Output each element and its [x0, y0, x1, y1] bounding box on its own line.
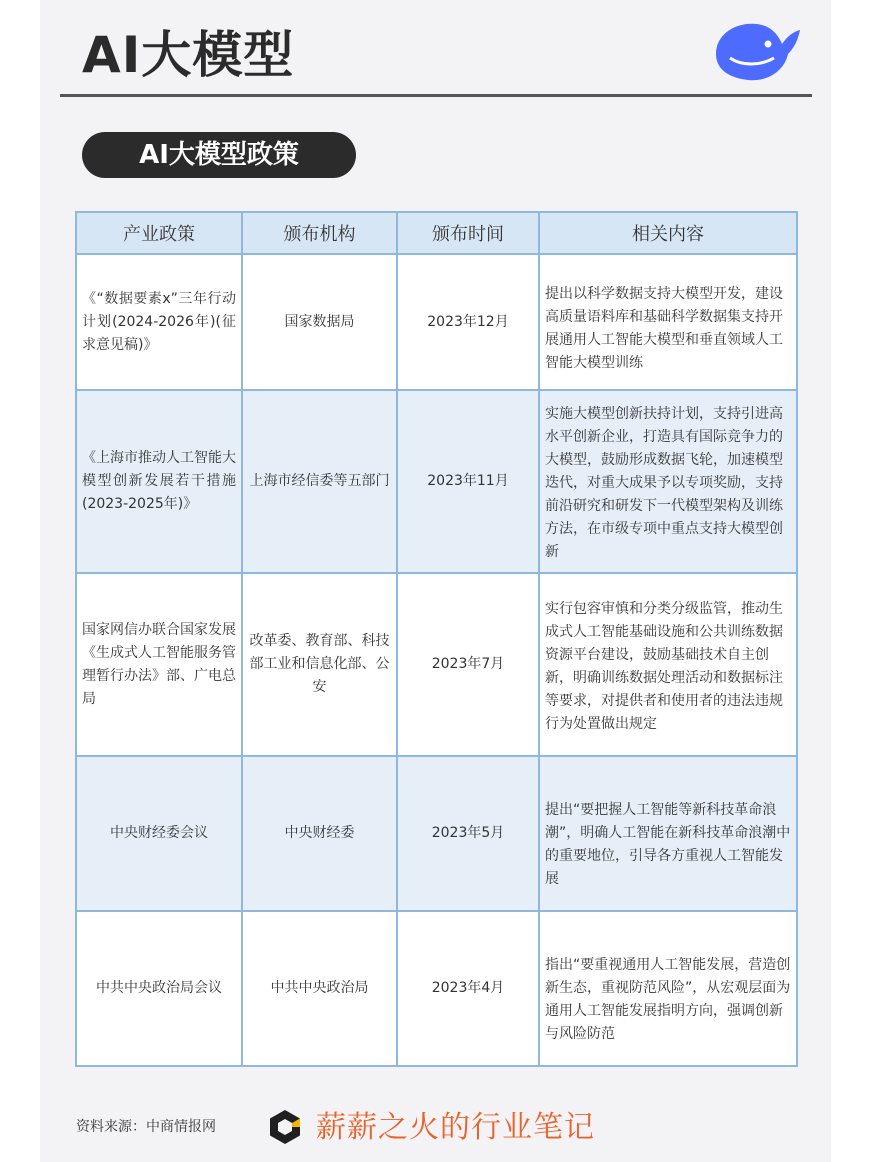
issuer-cell: 中央财经委: [242, 756, 397, 911]
date-cell: 2023年12月: [397, 254, 539, 390]
whale-icon: [708, 14, 808, 86]
date-cell: 2023年11月: [397, 390, 539, 573]
content-cell: [539, 756, 797, 911]
table-row: [76, 254, 797, 390]
table-row: [76, 756, 797, 911]
hexagon-logo-icon: [267, 1108, 303, 1146]
policy-cell: 国家网信办联合国家发展《生成式人工智能服务管理暂行办法》部、广电总局: [76, 573, 242, 756]
policy-cell: 中央财经委会议: [76, 756, 242, 911]
content-text: 实施大模型创新扶持计划，支持引进高水平创新企业，打造具有国际竞争力的大模型，鼓励形成数据飞轮，加速模型迭代，对重大成果予以专项奖励，支持前沿研究和研发下一代模型架构及训练方法，在市级专项中重点支持大模型创新: [545, 406, 783, 560]
issuer-cell: 上海市经信委等五部门: [242, 390, 397, 573]
content-text: 提出以科学数据支持大模型开发，建设高质量语料库和基础科学数据集支持开展通用人工智能大模型和垂直领域人工智能大模型训练: [545, 286, 783, 371]
issuer-cell: 国家数据局: [242, 254, 397, 390]
date-cell: 2023年4月: [397, 911, 539, 1066]
content-text: 实行包容审慎和分类分级监管，推动生成式人工智能基础设施和公共训练数据资源平台建设，鼓励基础技术自主创新，明确训练数据处理活动和数据标注等要求，对提供者和使用者的违法违规行为处置做出规定: [545, 600, 783, 732]
content-cell: [539, 254, 797, 390]
section-title: AI大模型政策: [82, 132, 356, 178]
policy-cell: 中共中央政治局会议: [76, 911, 242, 1066]
column-header-date: 颁布时间: [397, 212, 539, 254]
content-cell: [539, 911, 797, 1066]
data-source-note: 资料来源：中商情报网: [76, 1119, 216, 1135]
issuer-cell: 中共中央政治局: [242, 911, 397, 1066]
brand-name: 薪薪之火的行业笔记: [316, 1110, 595, 1145]
column-header-policy: 产业政策: [76, 212, 242, 254]
table-header-row: [76, 212, 797, 254]
column-header-issuer: 颁布机构: [242, 212, 397, 254]
content-text: 指出“要重视通用人工智能发展，营造创新生态，重视防范风险”，从宏观层面为通用人工智能发展指明方向，强调创新与风险防范: [545, 956, 791, 1042]
content-text: 提出“要把握人工智能等新科技革命浪潮”，明确人工智能在新科技革命浪潮中的重要地位，引导各方重视人工智能发展: [545, 801, 791, 887]
policy-table: [75, 211, 798, 1067]
content-cell: [539, 390, 797, 573]
table-row: [76, 911, 797, 1066]
date-cell: 2023年7月: [397, 573, 539, 756]
page-title: AI大模型: [82, 26, 295, 84]
table-row: [76, 390, 797, 573]
issuer-cell: 改革委、教育部、科技部工业和信息化部、公安: [242, 573, 397, 756]
table-row: [76, 573, 797, 756]
content-cell: [539, 573, 797, 756]
column-header-content: 相关内容: [539, 212, 797, 254]
policy-cell: 《上海市推动人工智能大模型创新发展若干措施(2023-2025年)》: [76, 390, 242, 573]
title-divider: [60, 94, 812, 97]
date-cell: 2023年5月: [397, 756, 539, 911]
policy-cell: 《“数据要素x”三年行动计划(2024-2026年)(征求意见稿)》: [76, 254, 242, 390]
